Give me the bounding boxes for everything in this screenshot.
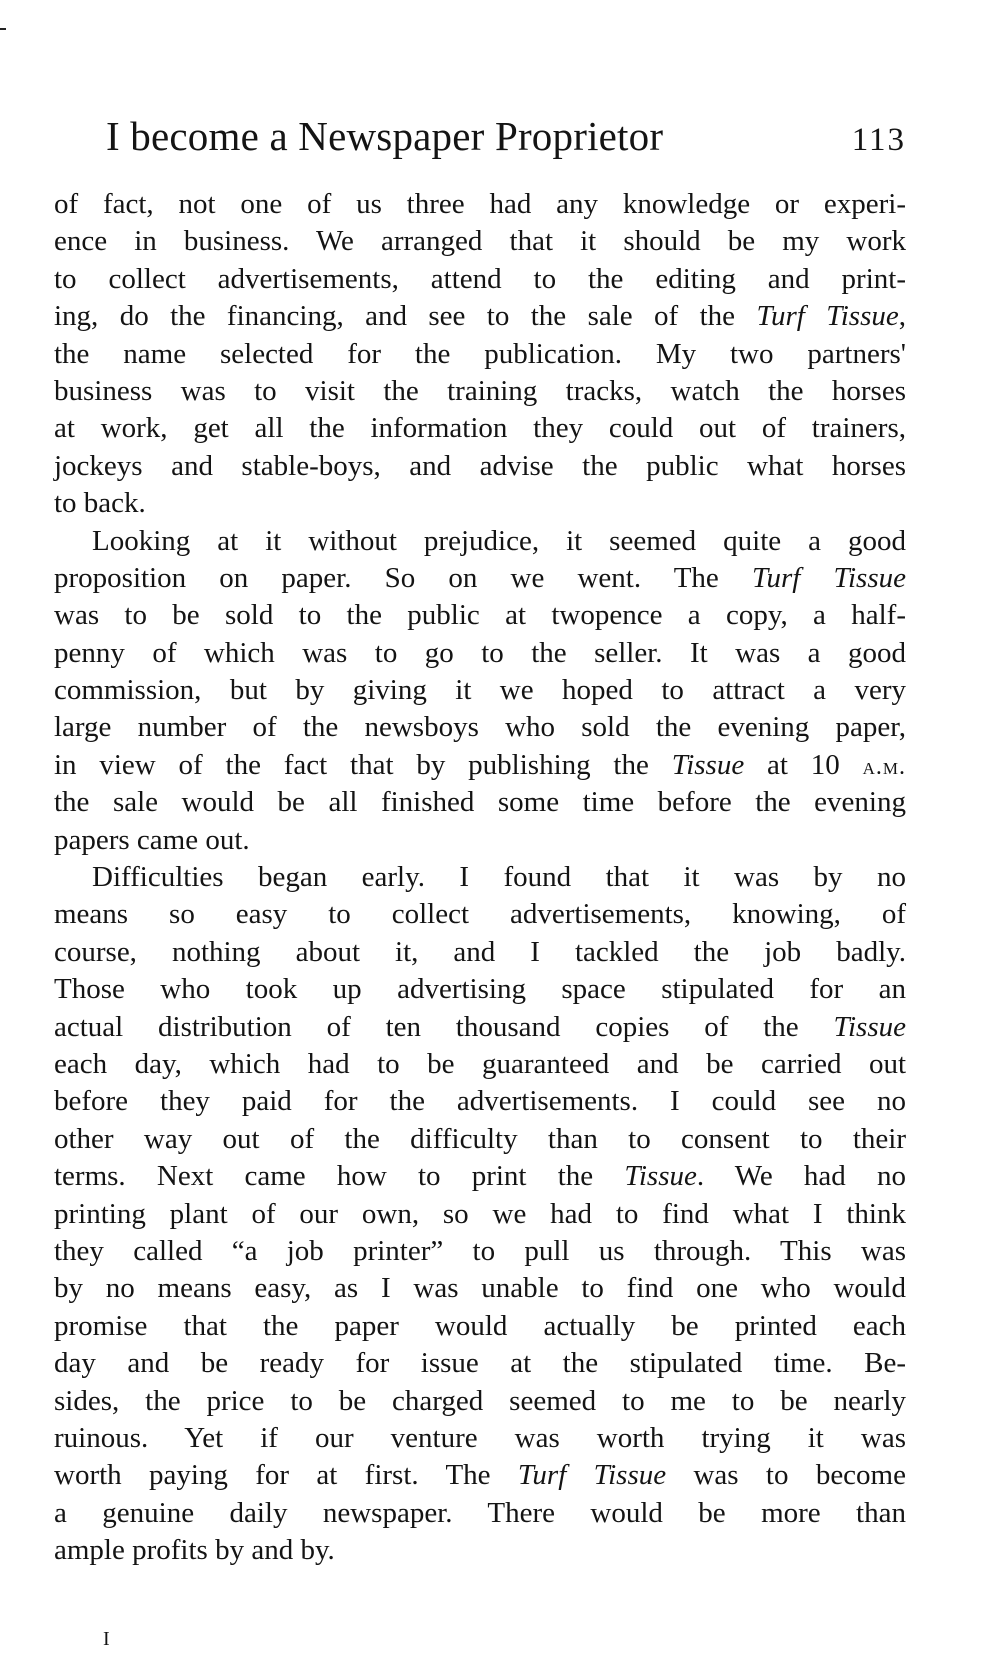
body-text bbox=[54, 186, 906, 1569]
text-line: other way out of the difficulty than to consent to their bbox=[54, 1122, 906, 1155]
text-line: the sale would be all finished some time before the evening bbox=[54, 786, 906, 819]
running-title: I become a Newspaper Proprietor bbox=[106, 113, 664, 159]
text-line: Those who took up advertising space stipulated for an bbox=[54, 973, 906, 1006]
text-line: at work, get all the information they could out of trainers, bbox=[54, 412, 906, 445]
scan-mark bbox=[0, 28, 6, 30]
text-line: day and be ready for issue at the stipulated time. Be- bbox=[54, 1347, 906, 1380]
paragraph-1 bbox=[54, 186, 906, 523]
text-line: worth paying for at first. The Turf Tissue was to become bbox=[54, 1459, 906, 1492]
text-line: ruinous. Yet if our venture was worth trying it was bbox=[54, 1421, 906, 1454]
text-line: promise that the paper would actually be printed each bbox=[54, 1309, 906, 1342]
text-line: sides, the price to be charged seemed to me to be nearly bbox=[54, 1384, 906, 1417]
text-line: ing, do the financing, and see to the sale of the Turf Tissue, bbox=[54, 300, 907, 333]
running-head bbox=[106, 112, 906, 172]
text-line: course, nothing about it, and I tackled the job badly. bbox=[54, 935, 906, 968]
text-line: by no means easy, as I was unable to find one who would bbox=[54, 1272, 906, 1305]
text-line: Difficulties began early. I found that it was by no bbox=[92, 861, 906, 894]
text-line: means so easy to collect advertisements, knowing, of bbox=[54, 898, 906, 931]
text-line: printing plant of our own, so we had to find what I think bbox=[54, 1197, 906, 1230]
text-line: to collect advertisements, attend to the editing and print- bbox=[54, 262, 906, 295]
text-line: proposition on paper. So on we went. The Turf Tissue bbox=[54, 561, 906, 594]
text-line: of fact, not one of us three had any knowledge or experi- bbox=[54, 188, 906, 220]
text-line: large number of the newsboys who sold the evening paper, bbox=[54, 711, 906, 744]
paragraph-2 bbox=[54, 523, 906, 860]
page-number: 113 bbox=[851, 122, 906, 158]
text-line: before they paid for the advertisements. I could see no bbox=[54, 1085, 906, 1118]
signature-mark: I bbox=[103, 1628, 110, 1650]
text-line: business was to visit the training tracks, watch the horses bbox=[54, 374, 906, 407]
text-line: in view of the fact that by publishing the Tissue at 10 a.m. bbox=[54, 748, 906, 781]
text-line: the name selected for the publication. My two partners' bbox=[54, 337, 906, 370]
text-line: Looking at it without prejudice, it seemed quite a good bbox=[92, 524, 906, 557]
text-line: commission, but by giving it we hoped to attract a very bbox=[54, 674, 906, 707]
text-line: jockeys and stable-boys, and advise the public what horses bbox=[54, 449, 906, 482]
text-line: papers came out. bbox=[54, 823, 250, 856]
text-line: terms. Next came how to print the Tissue. We had no bbox=[54, 1160, 906, 1193]
text-line: ence in business. We arranged that it should be my work bbox=[54, 225, 906, 258]
text-line: ample profits by and by. bbox=[54, 1534, 335, 1567]
text-line: they called “a job printer” to pull us through. This was bbox=[54, 1234, 906, 1267]
text-line: penny of which was to go to the seller. It was a good bbox=[54, 636, 906, 669]
text-line: to back. bbox=[54, 487, 146, 520]
text-line: was to be sold to the public at twopence a copy, a half- bbox=[54, 599, 906, 632]
text-line: a genuine daily newspaper. There would be more than bbox=[54, 1496, 906, 1529]
text-line: each day, which had to be guaranteed and be carried out bbox=[54, 1047, 906, 1080]
text-line: actual distribution of ten thousand copies of the Tissue bbox=[54, 1010, 906, 1043]
paragraph-3 bbox=[54, 859, 906, 1569]
